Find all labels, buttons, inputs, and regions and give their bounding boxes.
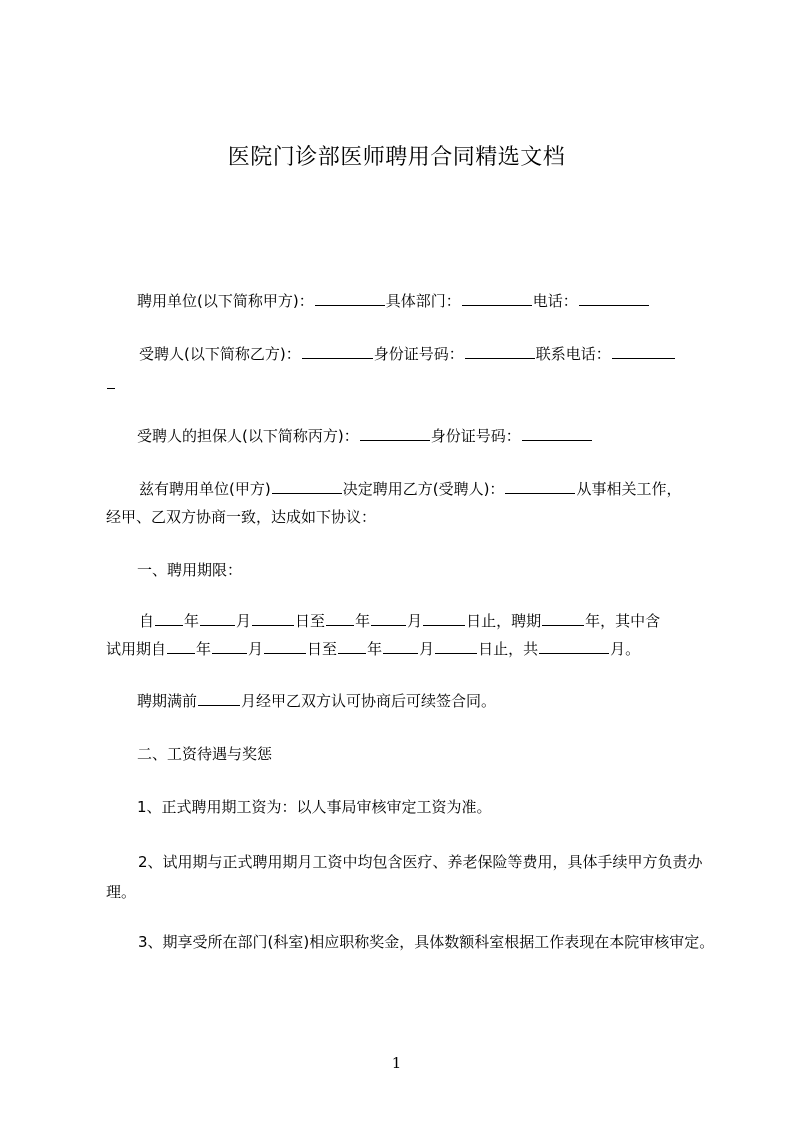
employee-paragraph xyxy=(139,339,711,369)
blank-field xyxy=(612,344,675,359)
blank-field xyxy=(465,344,535,359)
blank-field xyxy=(167,639,195,654)
blank-field xyxy=(212,639,247,654)
intro-paragraph-line1 xyxy=(139,474,719,504)
blank-field xyxy=(326,611,354,626)
term-text: 年 xyxy=(196,640,212,658)
guarantor-paragraph xyxy=(137,421,737,451)
term-text: 年，其中含 xyxy=(585,612,661,630)
blank-field xyxy=(107,374,115,389)
renewal-text: 聘期满前 xyxy=(137,692,198,710)
blank-field xyxy=(302,344,373,359)
id-number-label: 身份证号码： xyxy=(373,345,464,363)
employer-paragraph xyxy=(137,286,737,316)
guarantor-label: 受聘人的担保人(以下简称丙方)： xyxy=(137,427,359,445)
employee-label: 受聘人(以下简称乙方)： xyxy=(139,345,301,363)
blank-field xyxy=(272,479,342,494)
department-label: 具体部门： xyxy=(385,292,461,310)
blank-field xyxy=(579,291,649,306)
term-text: 月 xyxy=(419,640,435,658)
blank-field xyxy=(155,611,183,626)
document-title: 医院门诊部医师聘用合同精选文档 xyxy=(227,145,566,170)
term-text: 试用期自 xyxy=(106,640,167,658)
blank-field xyxy=(462,291,532,306)
blank-field xyxy=(315,291,385,306)
term-text: 月 xyxy=(407,612,423,630)
term-text: 日至 xyxy=(295,612,326,630)
blank-field xyxy=(522,426,592,441)
blank-field xyxy=(423,611,465,626)
term-text: 自 xyxy=(139,612,155,630)
blank-field xyxy=(383,639,418,654)
intro-paragraph-line2: 经甲、乙双方协商一致，达成如下协议： xyxy=(106,508,377,526)
blank-field xyxy=(435,639,477,654)
blank-field xyxy=(360,426,430,441)
blank-field xyxy=(371,611,406,626)
renewal-paragraph xyxy=(137,686,737,716)
intro-text: 兹有聘用单位(甲方) xyxy=(139,480,271,498)
blank-field xyxy=(200,611,235,626)
term-text: 年 xyxy=(184,612,200,630)
blank-field xyxy=(539,639,609,654)
term-text: 日至 xyxy=(307,640,338,658)
intro-text: 从事相关工作， xyxy=(576,480,682,498)
term-text: 月 xyxy=(236,612,252,630)
blank-field xyxy=(264,639,306,654)
term-text: 月。 xyxy=(610,640,641,658)
salary-item-1: 1、正式聘用期工资为：以人事局审核审定工资为准。 xyxy=(137,798,492,816)
blank-field xyxy=(338,639,366,654)
term-text: 月 xyxy=(248,640,264,658)
section-heading-term: 一、聘用期限： xyxy=(137,561,243,579)
term-paragraph-line2 xyxy=(106,634,716,664)
intro-text: 决定聘用乙方(受聘人)： xyxy=(342,480,505,498)
page-number: 1 xyxy=(391,1054,402,1072)
salary-item-2: 2、试用期与正式聘用期月工资中均包含医疗、养老保险等费用，具体手续甲方负责办理。 xyxy=(106,853,703,901)
guarantor-id-label: 身份证号码： xyxy=(430,427,521,445)
term-paragraph-line1 xyxy=(139,606,719,636)
employee-paragraph-overflow xyxy=(106,369,706,399)
term-text: 年 xyxy=(355,612,371,630)
contact-phone-label: 联系电话： xyxy=(535,345,611,363)
term-text: 年 xyxy=(367,640,383,658)
salary-item-3: 3、期享受所在部门(科室)相应职称奖金，具体数额科室根据工作表现在本院审核审定。 xyxy=(138,933,715,951)
blank-field xyxy=(252,611,294,626)
blank-field xyxy=(505,479,575,494)
renewal-text: 月经甲乙双方认可协商后可续签合同。 xyxy=(241,692,497,710)
phone-label: 电话： xyxy=(532,292,578,310)
section-heading-salary: 二、工资待遇与奖惩 xyxy=(137,745,273,763)
blank-field xyxy=(198,691,240,706)
term-text: 日止，共 xyxy=(478,640,539,658)
employer-label: 聘用单位(以下简称甲方)： xyxy=(137,292,314,310)
blank-field xyxy=(542,611,584,626)
term-text: 日止，聘期 xyxy=(466,612,542,630)
